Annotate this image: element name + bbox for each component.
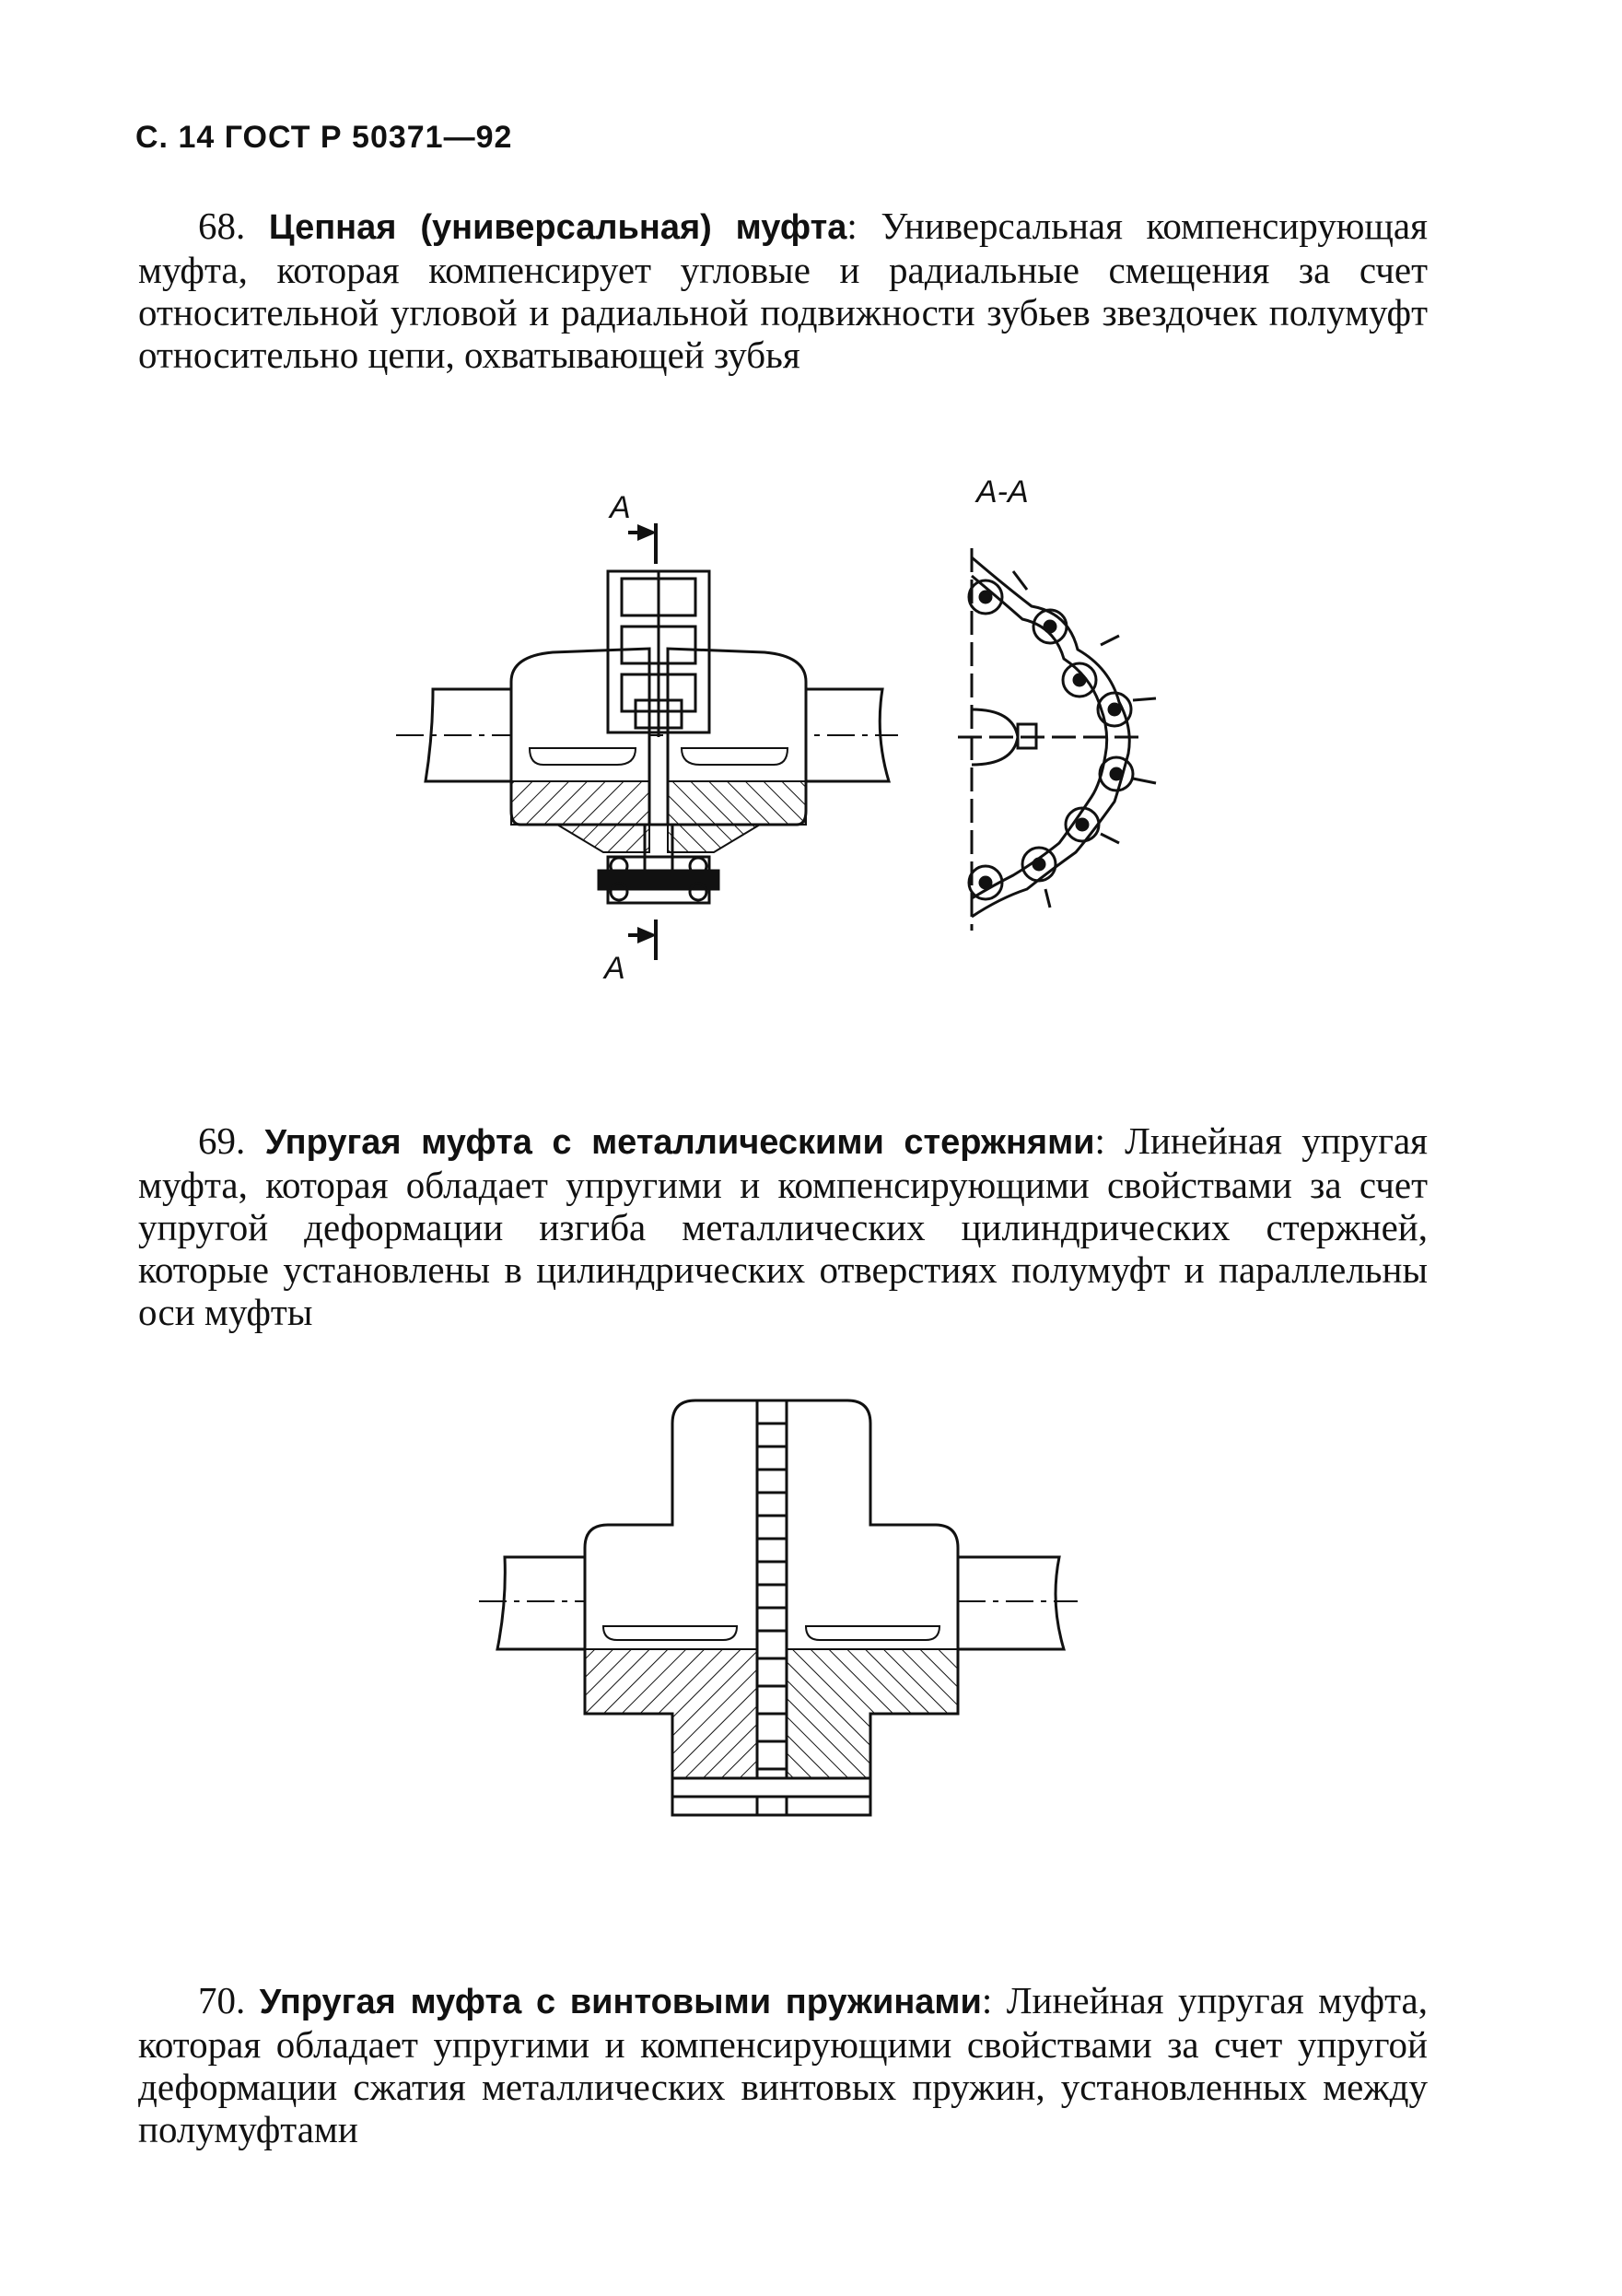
half-coupling-right	[783, 1400, 958, 1815]
term-69: 69. Упругая муфта с металлическими стержнями: Линейная упругая муфта, которая обладает упругими и компенсирующими свойствами за счет упругой деформации изгиба металлических цилиндрических стержней, которые установлены в цилиндрических отверстиях полумуфт и параллельны оси муфты	[138, 1119, 1428, 1333]
term-68: 68. Цепная (универсальная) муфта: Универсальная компенсирующая муфта, которая компенсирует угловые и радиальные смещения за счет относительной угловой и радиальной подвижности зубьев звездочек полумуфт относительно цепи, охватывающей зубья	[138, 205, 1428, 376]
half-coupling-left	[585, 1400, 760, 1815]
term-definition: Линейная упругая муфта, которая обладает упругими и компенсирующими свойствами за счет упругой деформации сжатия металлических винтовых пружин, установленных между полумуфтами	[138, 1979, 1428, 2150]
section-title: А-А	[976, 474, 1029, 510]
section-label-bottom: А	[604, 951, 625, 986]
term-name: Упругая муфта с винтовыми пружинами	[259, 1983, 982, 2021]
term-name: Упругая муфта с металлическими стержнями	[264, 1123, 1095, 1162]
shaft-right-2	[958, 1557, 1064, 1649]
term-definition: Линейная упругая муфта, которая обладает упругими и компенсирующими свойствами за счет упругой деформации изгиба металлических цилиндрических стержней, которые установлены в цилиндрических отверстиях полумуфт и параллельны оси муфты	[138, 1119, 1428, 1333]
chain-top	[608, 571, 709, 737]
term-number: 68.	[198, 205, 246, 247]
term-number: 70.	[198, 1979, 246, 2021]
section-label-top: А	[610, 490, 631, 525]
figure-chain-coupling	[0, 0, 1622, 1032]
term-70: 70. Упругая муфта с винтовыми пружинами: Линейная упругая муфта, которая обладает упругими и компенсирующими свойствами за счет упругой деформации сжатия металлических винтовых пружин, установленных между полумуфтами	[138, 1979, 1428, 2150]
term-definition: Универсальная компенсирующая муфта, которая компенсирует угловые и радиальные смещения за счет относительной угловой и радиальной подвижности зубьев звездочек полумуфт относительно цепи, охватывающей зубья	[138, 205, 1428, 376]
section-view-sprocket	[958, 548, 1156, 931]
term-number: 69.	[198, 1119, 246, 1162]
section-marker-top	[628, 523, 656, 564]
shaft-left-2	[497, 1557, 585, 1649]
metal-rods	[672, 1400, 870, 1815]
term-name: Цепная (универсальная) муфта	[268, 208, 847, 247]
page-header: С. 14 ГОСТ Р 50371—92	[135, 120, 513, 155]
section-marker-bottom	[628, 920, 656, 960]
